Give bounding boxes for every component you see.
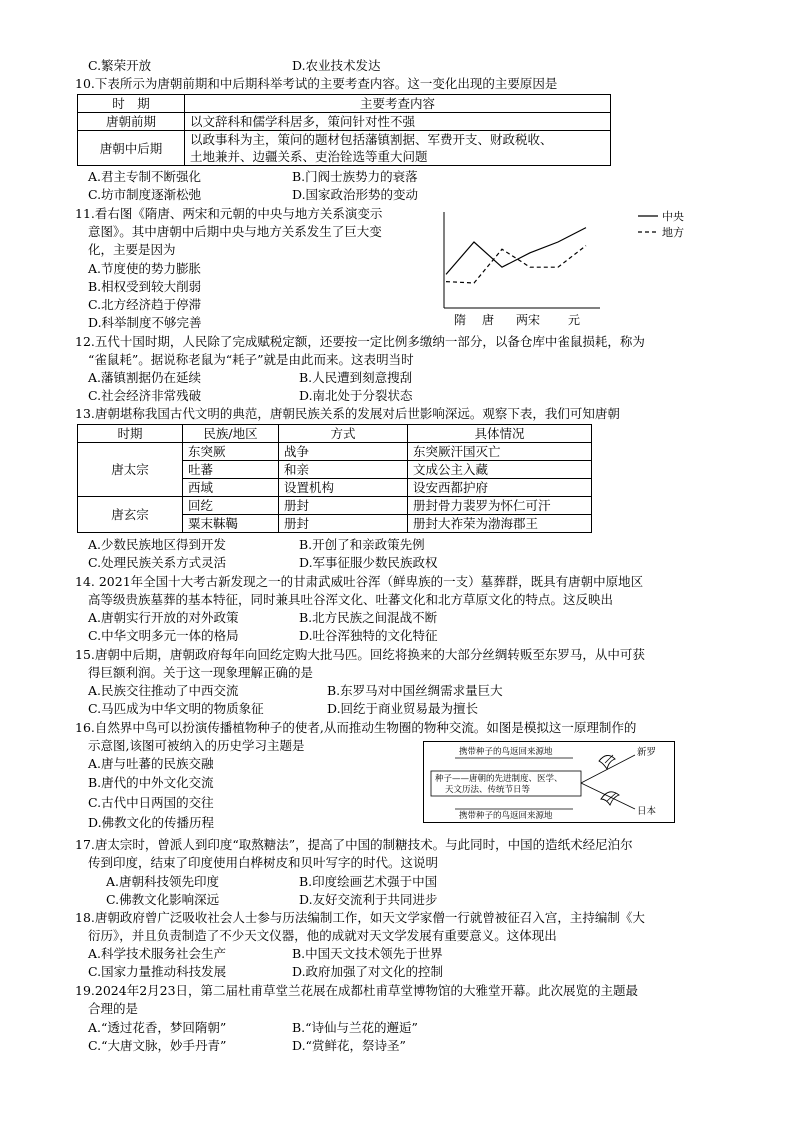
q15-option-c: C.马匹成为中华文明的物质象征 [88, 701, 264, 716]
q13-option-b: B.开创了和亲政策先例 [299, 537, 425, 552]
q19-option-d: D.“赏鲜花，祭诗圣” [292, 1038, 406, 1053]
x-tick-label: 元 [568, 313, 581, 327]
q19-stem-1: 19.2024年2月23日，第二届杜甫草堂兰花展在成都杜甫草堂博物馆的大雅堂开幕。此次展览的主题最 [75, 983, 639, 998]
q13-header-method: 方式 [279, 425, 408, 443]
q9-option-c: C.繁荣开放 [88, 58, 152, 73]
q16-option-d: D.佛教文化的传播历程 [88, 815, 215, 830]
q10-table [77, 94, 611, 166]
q18-stem-2: 衍历》，并且负责制造了不少天文仪器，他的成就对天文学发展有重要意义。这体现出 [88, 928, 557, 943]
q19-option-a: A.“透过花香，梦回隋朝” [88, 1020, 227, 1035]
q14-option-b: B.北方民族之间混战不断 [299, 610, 438, 625]
q12-stem-1: 12.五代十国时期，人民除了完成赋税定额，还要按一定比例多缴纳一部分，以备仓库中雀鼠损耗，称为 [75, 334, 645, 349]
q13-option-d: D.军事征服少数民族政权 [299, 555, 438, 570]
q16-option-b: B.唐代的中外文化交流 [88, 775, 214, 790]
q13-option-c: C.处理民族关系方式灵活 [88, 555, 227, 570]
q16-option-a: A.唐与吐蕃的民族交融 [88, 756, 214, 771]
q19-stem-2: 合理的是 [88, 1001, 139, 1016]
diagram-seed-text: 种子——唐朝的先进制度、医学、 [435, 774, 563, 784]
q16-stem-2: 示意图,该图可被纳入的历史学习主题是 [88, 738, 305, 753]
q14-stem-1: 14. 2021年全国十大考古新发现之一的甘肃武威吐谷浑（鲜卑族的一支）墓葬群，既具有唐朝中原地区 [75, 574, 644, 589]
series-local-line [446, 246, 586, 283]
q14-option-d: D.吐谷浑独特的文化特征 [299, 628, 438, 643]
q17-option-a: A.唐朝科技领先印度 [106, 874, 220, 889]
q17-option-b: B.印度绘画艺术强于中国 [299, 874, 438, 889]
table-cell: 以文辞科和儒学科居多，策问针对性不强 [185, 113, 611, 131]
q10-header-period: 时 期 [78, 95, 185, 113]
q16-diagram [423, 741, 675, 823]
table-cell: 战争 [279, 443, 408, 461]
q18-option-b: B.中国天文技术领先于世界 [292, 946, 443, 961]
q13-stem: 13.唐朝堪称我国古代文明的典范，唐朝民族关系的发展对后世影响深远。观察下表，我们可知唐朝 [75, 406, 620, 421]
q18-option-c: C.国家力量推动科技发展 [88, 964, 227, 979]
q13-header-period: 时期 [78, 425, 183, 443]
q13-header-region: 民族/地区 [183, 425, 279, 443]
legend-local-label: 地方 [662, 226, 684, 239]
table-cell: 吐蕃 [183, 461, 279, 479]
table-cell: 唐太宗 [78, 443, 183, 497]
q13-table [77, 424, 592, 533]
q11-option-c: C.北方经济趋于停滞 [88, 297, 202, 312]
q15-option-d: D.回纥于商业贸易最为擅长 [327, 701, 479, 716]
q10-option-d: D.国家政治形势的变动 [292, 187, 419, 202]
table-cell: 设置机构 [279, 479, 408, 497]
q19-option-b: B.“诗仙与兰花的邂逅” [292, 1020, 418, 1035]
q15-option-a: A.民族交往推动了中西交流 [88, 683, 239, 698]
q12-option-a: A.藩镇割据仍在延续 [88, 370, 202, 385]
q10-header-content: 主要考查内容 [185, 95, 611, 113]
q18-option-a: A.科学技术服务社会生产 [88, 946, 227, 961]
q11-option-a: A.节度使的势力膨胀 [88, 261, 202, 276]
q18-option-d: D.政府加强了对文化的控制 [292, 964, 444, 979]
q17-option-c: C.佛教文化影响深远 [106, 892, 220, 907]
q15-stem-2: 得巨额利润。关于这一现象理解正确的是 [88, 665, 314, 680]
q16-option-c: C.古代中日两国的交往 [88, 795, 214, 810]
label-silla: 新罗 [637, 747, 657, 758]
diagram-seed-text: 天文历法、传统节日等 [445, 785, 531, 795]
q14-option-a: A.唐朝实行开放的对外政策 [88, 610, 239, 625]
q10-option-c: C.坊市制度逐渐松弛 [88, 187, 202, 202]
diagram-top-caption: 携带种子的鸟返回来源地 [459, 747, 553, 757]
q19-option-c: C.“大唐文脉，妙手丹青” [88, 1038, 227, 1053]
x-tick-label: 唐 [482, 313, 495, 327]
table-cell: 唐朝前期 [78, 113, 185, 131]
q13-option-a: A.少数民族地区得到开发 [88, 537, 227, 552]
q17-stem-1: 17.唐太宗时，曾派人到印度“取熬糖法”，提高了中国的制糖技术。与此同时，中国的造纸术经尼泊尔 [75, 837, 633, 852]
cell-line: 以政事科为主，策问的题材包括藩镇割据、军费开支、财政税收、 [190, 132, 553, 147]
q12-option-c: C.社会经济非常残破 [88, 388, 202, 403]
q11-option-d: D.科举制度不够完善 [88, 315, 202, 330]
q15-stem-1: 15.唐朝中后期，唐朝政府每年向回纥定购大批马匹。回纥将换来的大部分丝绸转贩至东罗马，从中可获 [75, 647, 645, 662]
table-cell: 东突厥汗国灭亡 [408, 443, 592, 461]
table-cell: 设安西都护府 [408, 479, 592, 497]
q12-stem-2: “雀鼠耗”。据说称老鼠为“耗子”就是由此而来。这表明当时 [88, 352, 414, 367]
q12-option-d: D.南北处于分裂状态 [299, 388, 413, 403]
table-cell: 册封大祚荣为渤海郡王 [408, 515, 592, 533]
q10-option-b: B.门阀士族势力的衰落 [292, 169, 418, 184]
table-cell: 文成公主入藏 [408, 461, 592, 479]
q17-stem-2: 传到印度，结束了印度使用白桦树皮和贝叶写字的时代。这说明 [88, 855, 439, 870]
series-central-line [446, 228, 586, 275]
table-cell: 册封骨力裴罗为怀仁可汗 [408, 497, 592, 515]
cell-line: 土地兼并、边疆关系、吏治铨选等重大问题 [190, 149, 428, 164]
q11-line-chart [428, 204, 698, 330]
q16-stem-1: 16.自然界中鸟可以扮演传播植物种子的使者,从而推动生物圈的物种交流。如图是模拟这一原理制作的 [75, 720, 637, 735]
q14-stem-2: 高等级贵族墓葬的基本特征，同时兼具吐谷浑文化、吐蕃文化和北方草原文化的特点。这反映出 [88, 592, 614, 607]
q17-option-d: D.友好交流利于共同进步 [299, 892, 438, 907]
q10-stem: 10.下表所示为唐朝前期和中后期科举考试的主要考查内容。这一变化出现的主要原因是 [75, 76, 558, 91]
q12-option-b: B.人民遭到刻意搜刮 [299, 370, 413, 385]
x-tick-label: 两宋 [516, 313, 541, 327]
legend-central-label: 中央 [662, 210, 684, 223]
table-cell: 和亲 [279, 461, 408, 479]
q11-stem-1: 11.看右图《隋唐、两宋和元朝的中央与地方关系演变示 [75, 206, 383, 221]
table-cell: 西域 [183, 479, 279, 497]
x-tick-label: 隋 [454, 313, 467, 327]
q11-option-b: B.相权受到较大削弱 [88, 279, 202, 294]
table-cell: 东突厥 [183, 443, 279, 461]
q14-option-c: C.中华文明多元一体的格局 [88, 628, 239, 643]
q15-option-b: B.东罗马对中国丝绸需求量巨大 [327, 683, 503, 698]
q11-stem-3: 化，主要是因为 [88, 242, 176, 257]
diagram-bottom-caption: 携带种子的鸟返回来源地 [459, 811, 553, 821]
q10-option-a: A.君主专制不断强化 [88, 169, 202, 184]
table-cell: 唐玄宗 [78, 497, 183, 533]
table-cell: 册封 [279, 497, 408, 515]
q9-option-d: D.农业技术发达 [292, 58, 381, 73]
table-cell: 册封 [279, 515, 408, 533]
q11-stem-2: 意图》。其中唐朝中后期中央与地方关系发生了巨大变 [88, 224, 382, 239]
table-cell: 回纥 [183, 497, 279, 515]
label-japan: 日本 [637, 806, 657, 817]
q13-header-detail: 具体情况 [408, 425, 592, 443]
q18-stem-1: 18.唐朝政府曾广泛吸收社会人士参与历法编制工作，如天文学家僧一行就曾被征召入宫，主持编制《大 [75, 910, 645, 925]
table-cell [185, 131, 611, 166]
table-cell: 粟末靺鞨 [183, 515, 279, 533]
table-cell: 唐朝中后期 [78, 131, 185, 166]
